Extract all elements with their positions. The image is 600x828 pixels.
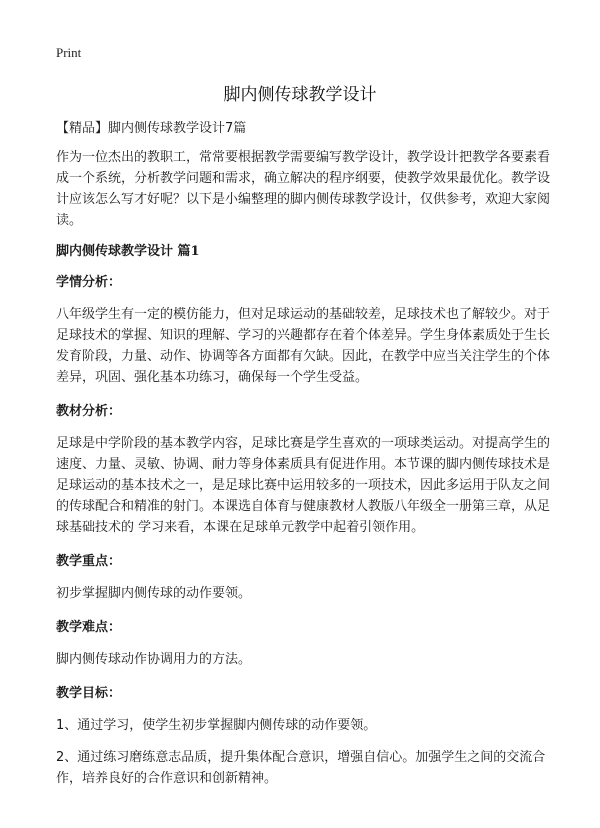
document-title: 脚内侧传球教学设计 <box>223 85 377 105</box>
document-subtitle: 【精品】脚内侧传球教学设计7篇 <box>56 121 247 136</box>
paragraph-key-points: 初步掌握脚内侧传球的动作要领。 <box>56 586 252 601</box>
objective-item: 2、通过练习磨练意志品质，提升集体配合意识，增强自信心。加强学生之间的交流合作，培养良好的合作意识和创新精神。 <box>56 750 546 786</box>
section-title: 脚内侧传球教学设计 篇1 <box>56 244 200 259</box>
heading-key-points: 教学重点： <box>56 554 122 569</box>
objective-item: 1、通过学习，使学生初步掌握脚内侧传球的动作要领。 <box>56 718 377 733</box>
document-body <box>56 118 556 789</box>
paragraph-learner-analysis: 八年级学生有一定的模仿能力，但对足球运动的基础较差，足球技术也了解较少。对于足球技术的掌握、知识的理解、学习的兴趣都存在着个体差异。学生身体素质处于生长发育阶段，力量、动作、协调等各方面都有欠缺。因此，在教学中应当关注学生的个体差异，巩固、强化基本功练习，确保每一个学生受益。 <box>56 307 551 385</box>
paragraph-difficulties: 脚内侧传球动作协调用力的方法。 <box>56 652 252 667</box>
intro-paragraph: 作为一位杰出的教职工，常常要根据教学需要编写教学设计，教学设计把教学各要素看成一个系统，分析教学问题和需求，确立解决的程序纲要，使教学效果最优化。教学设计应该怎么写才好呢？以下是小编整理的脚内侧传球教学设计，仅供参考，欢迎大家阅读。 <box>56 150 551 228</box>
heading-learner-analysis: 学情分析： <box>56 275 122 290</box>
heading-material-analysis: 教材分析： <box>56 404 122 419</box>
heading-difficulties: 教学难点： <box>56 620 122 635</box>
print-link[interactable]: Print <box>56 45 82 60</box>
paragraph-material-analysis: 足球是中学阶段的基本教学内容，足球比赛是学生喜欢的一项球类运动。对提高学生的速度、力量、灵敏、协调、耐力等身体素质具有促进作用。本节课的脚内侧传球技术是足球运动的基本技术之一，是足球比赛中运用较多的一项技术，因此多运用于队友之间的传球配合和精准的射门。本课选自体育与健康教材人教版八年级全一册第三章，从足球基础技术的 学习来看，本课在足球单元教学中起着引领作用。 <box>56 436 551 535</box>
heading-objectives: 教学目标： <box>56 686 122 701</box>
